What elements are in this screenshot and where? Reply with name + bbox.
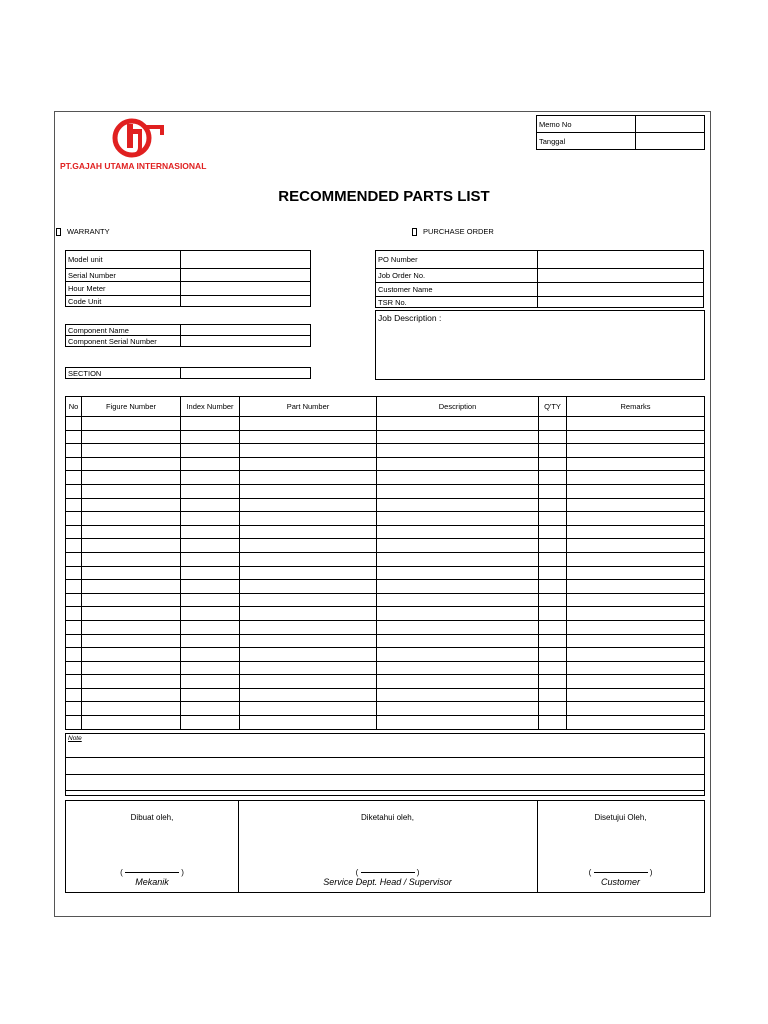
parts-table bbox=[65, 396, 705, 730]
table-cell[interactable] bbox=[240, 648, 377, 662]
hour-meter-value[interactable] bbox=[181, 282, 311, 296]
job-description-box[interactable] bbox=[375, 310, 705, 380]
table-cell[interactable] bbox=[567, 498, 705, 512]
table-cell[interactable] bbox=[567, 620, 705, 634]
memo-table bbox=[536, 115, 705, 150]
table-cell[interactable] bbox=[377, 430, 539, 444]
signature-role: Customer bbox=[600, 877, 640, 887]
table-cell[interactable] bbox=[539, 566, 567, 580]
table-cell[interactable] bbox=[539, 675, 567, 689]
table-cell[interactable] bbox=[240, 430, 377, 444]
table-cell[interactable] bbox=[66, 539, 82, 553]
table-cell[interactable] bbox=[181, 484, 240, 498]
col-qty: Q'TY bbox=[539, 397, 567, 417]
table-cell[interactable] bbox=[539, 484, 567, 498]
tanggal-value[interactable] bbox=[636, 133, 705, 150]
section-value[interactable] bbox=[181, 368, 311, 379]
table-cell[interactable] bbox=[66, 471, 82, 485]
table-cell[interactable] bbox=[66, 688, 82, 702]
table-cell[interactable] bbox=[66, 457, 82, 471]
col-index-number: Index Number bbox=[181, 397, 240, 417]
table-cell[interactable] bbox=[567, 675, 705, 689]
table-cell[interactable] bbox=[82, 688, 181, 702]
component-serial-label: Component Serial Number bbox=[66, 336, 181, 347]
memo-no-value[interactable] bbox=[636, 116, 705, 133]
table-cell[interactable] bbox=[240, 593, 377, 607]
table-cell[interactable] bbox=[82, 580, 181, 594]
warranty-option[interactable] bbox=[56, 227, 110, 237]
table-cell[interactable] bbox=[377, 484, 539, 498]
signature-role: Service Dept. Head / Supervisor bbox=[323, 877, 452, 887]
table-cell[interactable] bbox=[82, 457, 181, 471]
col-no: No bbox=[66, 397, 82, 417]
table-cell[interactable] bbox=[181, 471, 240, 485]
table-cell[interactable] bbox=[567, 566, 705, 580]
table-cell[interactable] bbox=[240, 417, 377, 431]
table-cell[interactable] bbox=[181, 417, 240, 431]
table-cell[interactable] bbox=[539, 552, 567, 566]
table-cell[interactable] bbox=[567, 661, 705, 675]
table-row bbox=[66, 566, 705, 580]
table-cell[interactable] bbox=[66, 444, 82, 458]
table-cell[interactable] bbox=[377, 675, 539, 689]
table-cell[interactable] bbox=[82, 552, 181, 566]
unit-info-table bbox=[65, 250, 311, 307]
table-cell[interactable] bbox=[240, 716, 377, 730]
serial-number-value[interactable] bbox=[181, 269, 311, 282]
table-cell[interactable] bbox=[66, 634, 82, 648]
table-cell[interactable] bbox=[82, 675, 181, 689]
job-description-label: Job Description : bbox=[378, 313, 442, 323]
table-cell[interactable] bbox=[82, 539, 181, 553]
table-cell[interactable] bbox=[377, 457, 539, 471]
table-row bbox=[66, 457, 705, 471]
table-cell[interactable] bbox=[82, 702, 181, 716]
table-cell[interactable] bbox=[82, 607, 181, 621]
tsr-no-value[interactable] bbox=[538, 297, 704, 308]
table-cell[interactable] bbox=[377, 498, 539, 512]
table-cell[interactable] bbox=[567, 430, 705, 444]
table-cell[interactable] bbox=[240, 607, 377, 621]
signature-maker[interactable] bbox=[66, 801, 238, 887]
table-cell[interactable] bbox=[567, 552, 705, 566]
table-row bbox=[66, 539, 705, 553]
signature-line: ( ) bbox=[588, 868, 653, 877]
table-cell[interactable] bbox=[181, 648, 240, 662]
table-row bbox=[66, 484, 705, 498]
table-cell[interactable] bbox=[66, 566, 82, 580]
table-cell[interactable] bbox=[240, 634, 377, 648]
table-cell[interactable] bbox=[377, 552, 539, 566]
table-cell[interactable] bbox=[539, 580, 567, 594]
signature-block bbox=[65, 800, 705, 893]
table-row bbox=[66, 593, 705, 607]
note-box[interactable] bbox=[65, 733, 705, 796]
note-line bbox=[66, 790, 704, 791]
table-cell[interactable] bbox=[240, 539, 377, 553]
table-cell[interactable] bbox=[181, 457, 240, 471]
table-cell[interactable] bbox=[66, 580, 82, 594]
table-cell[interactable] bbox=[181, 552, 240, 566]
table-cell[interactable] bbox=[181, 512, 240, 526]
table-cell[interactable] bbox=[567, 512, 705, 526]
table-cell[interactable] bbox=[82, 661, 181, 675]
model-unit-label: Model unit bbox=[66, 251, 181, 269]
job-order-value[interactable] bbox=[538, 269, 704, 283]
signature-heading: Dibuat oleh, bbox=[130, 813, 174, 822]
table-cell[interactable] bbox=[567, 444, 705, 458]
signature-acknowledger[interactable] bbox=[238, 801, 537, 887]
table-cell[interactable] bbox=[377, 566, 539, 580]
warranty-label: WARRANTY bbox=[67, 227, 110, 236]
job-order-label: Job Order No. bbox=[376, 269, 538, 283]
table-cell[interactable] bbox=[539, 430, 567, 444]
table-row bbox=[66, 702, 705, 716]
table-cell[interactable] bbox=[66, 512, 82, 526]
serial-number-label: Serial Number bbox=[66, 269, 181, 282]
table-cell[interactable] bbox=[377, 512, 539, 526]
table-cell[interactable] bbox=[181, 688, 240, 702]
table-cell[interactable] bbox=[181, 430, 240, 444]
table-cell[interactable] bbox=[567, 688, 705, 702]
table-cell[interactable] bbox=[82, 648, 181, 662]
table-cell[interactable] bbox=[240, 444, 377, 458]
table-cell[interactable] bbox=[82, 716, 181, 730]
company-name: PT.GAJAH UTAMA INTERNASIONAL bbox=[60, 161, 207, 171]
table-cell[interactable] bbox=[240, 457, 377, 471]
component-name-value[interactable] bbox=[181, 325, 311, 336]
table-cell[interactable] bbox=[567, 634, 705, 648]
table-cell[interactable] bbox=[539, 593, 567, 607]
table-cell[interactable] bbox=[377, 620, 539, 634]
table-cell[interactable] bbox=[240, 498, 377, 512]
po-number-label: PO Number bbox=[376, 251, 538, 269]
table-row bbox=[66, 417, 705, 431]
table-row bbox=[66, 552, 705, 566]
table-cell[interactable] bbox=[240, 702, 377, 716]
table-row bbox=[66, 471, 705, 485]
table-cell[interactable] bbox=[82, 484, 181, 498]
order-info-table bbox=[375, 250, 704, 308]
table-cell[interactable] bbox=[567, 702, 705, 716]
table-cell[interactable] bbox=[181, 607, 240, 621]
table-cell[interactable] bbox=[66, 525, 82, 539]
table-cell[interactable] bbox=[377, 539, 539, 553]
warranty-checkbox[interactable] bbox=[56, 228, 61, 236]
table-cell[interactable] bbox=[66, 552, 82, 566]
table-cell[interactable] bbox=[567, 417, 705, 431]
table-cell[interactable] bbox=[82, 498, 181, 512]
signature-role: Mekanik bbox=[135, 877, 169, 887]
table-cell[interactable] bbox=[240, 620, 377, 634]
tanggal-label: Tanggal bbox=[537, 133, 636, 150]
table-cell[interactable] bbox=[240, 580, 377, 594]
table-cell[interactable] bbox=[66, 417, 82, 431]
component-name-label: Component Name bbox=[66, 325, 181, 336]
table-cell[interactable] bbox=[567, 539, 705, 553]
table-cell[interactable] bbox=[567, 607, 705, 621]
note-label: Note bbox=[68, 735, 82, 742]
signature-line: ( ) bbox=[120, 868, 184, 877]
table-cell[interactable] bbox=[82, 430, 181, 444]
purchase-order-option[interactable] bbox=[412, 227, 494, 237]
customer-name-label: Customer Name bbox=[376, 283, 538, 297]
table-cell[interactable] bbox=[539, 512, 567, 526]
table-cell[interactable] bbox=[539, 471, 567, 485]
table-cell[interactable] bbox=[66, 620, 82, 634]
table-row bbox=[66, 498, 705, 512]
parts-table-header bbox=[66, 397, 705, 417]
table-cell[interactable] bbox=[181, 444, 240, 458]
table-cell[interactable] bbox=[181, 661, 240, 675]
table-cell[interactable] bbox=[66, 498, 82, 512]
table-cell[interactable] bbox=[240, 484, 377, 498]
table-cell[interactable] bbox=[66, 648, 82, 662]
component-serial-value[interactable] bbox=[181, 336, 311, 347]
table-cell[interactable] bbox=[240, 471, 377, 485]
col-description: Description bbox=[377, 397, 539, 417]
table-cell[interactable] bbox=[539, 525, 567, 539]
table-row bbox=[66, 525, 705, 539]
table-cell[interactable] bbox=[377, 580, 539, 594]
table-cell[interactable] bbox=[66, 484, 82, 498]
table-cell[interactable] bbox=[66, 702, 82, 716]
table-cell[interactable] bbox=[181, 675, 240, 689]
signature-heading: Disetujui Oleh, bbox=[594, 813, 647, 822]
table-cell[interactable] bbox=[82, 620, 181, 634]
note-line bbox=[66, 774, 704, 775]
table-cell[interactable] bbox=[66, 430, 82, 444]
table-cell[interactable] bbox=[377, 417, 539, 431]
col-figure-number: Figure Number bbox=[82, 397, 181, 417]
table-cell[interactable] bbox=[181, 498, 240, 512]
signature-approver[interactable] bbox=[537, 801, 704, 887]
table-cell[interactable] bbox=[82, 444, 181, 458]
table-cell[interactable] bbox=[240, 661, 377, 675]
table-cell[interactable] bbox=[82, 634, 181, 648]
hour-meter-label: Hour Meter bbox=[66, 282, 181, 296]
table-cell[interactable] bbox=[539, 444, 567, 458]
table-cell[interactable] bbox=[240, 688, 377, 702]
table-cell[interactable] bbox=[539, 716, 567, 730]
purchase-order-label: PURCHASE ORDER bbox=[423, 227, 494, 236]
table-cell[interactable] bbox=[567, 471, 705, 485]
table-cell[interactable] bbox=[66, 607, 82, 621]
table-cell[interactable] bbox=[181, 566, 240, 580]
table-cell[interactable] bbox=[66, 675, 82, 689]
table-cell[interactable] bbox=[377, 688, 539, 702]
parts-table-body bbox=[66, 417, 705, 730]
col-part-number: Part Number bbox=[240, 397, 377, 417]
table-cell[interactable] bbox=[377, 634, 539, 648]
table-row bbox=[66, 648, 705, 662]
table-row bbox=[66, 716, 705, 730]
table-cell[interactable] bbox=[181, 593, 240, 607]
table-cell[interactable] bbox=[377, 593, 539, 607]
table-cell[interactable] bbox=[567, 457, 705, 471]
table-cell[interactable] bbox=[377, 702, 539, 716]
table-cell[interactable] bbox=[181, 539, 240, 553]
table-cell[interactable] bbox=[567, 593, 705, 607]
table-cell[interactable] bbox=[539, 702, 567, 716]
table-cell[interactable] bbox=[539, 648, 567, 662]
table-cell[interactable] bbox=[539, 634, 567, 648]
table-cell[interactable] bbox=[539, 539, 567, 553]
table-cell[interactable] bbox=[181, 620, 240, 634]
table-cell[interactable] bbox=[567, 525, 705, 539]
table-cell[interactable] bbox=[377, 525, 539, 539]
col-remarks: Remarks bbox=[567, 397, 705, 417]
table-cell[interactable] bbox=[539, 661, 567, 675]
component-table bbox=[65, 324, 311, 347]
code-unit-value[interactable] bbox=[181, 296, 311, 307]
table-cell[interactable] bbox=[82, 525, 181, 539]
purchase-order-checkbox[interactable] bbox=[412, 228, 417, 236]
table-row bbox=[66, 620, 705, 634]
table-cell[interactable] bbox=[66, 716, 82, 730]
table-cell[interactable] bbox=[377, 444, 539, 458]
table-cell[interactable] bbox=[539, 498, 567, 512]
table-cell[interactable] bbox=[539, 620, 567, 634]
section-table bbox=[65, 367, 311, 379]
table-cell[interactable] bbox=[567, 484, 705, 498]
table-cell[interactable] bbox=[377, 661, 539, 675]
table-cell[interactable] bbox=[377, 716, 539, 730]
table-cell[interactable] bbox=[181, 634, 240, 648]
table-row bbox=[66, 675, 705, 689]
table-cell[interactable] bbox=[567, 580, 705, 594]
table-cell[interactable] bbox=[82, 417, 181, 431]
table-cell[interactable] bbox=[66, 661, 82, 675]
table-cell[interactable] bbox=[181, 525, 240, 539]
table-cell[interactable] bbox=[181, 580, 240, 594]
note-line bbox=[66, 757, 704, 758]
table-row bbox=[66, 607, 705, 621]
table-cell[interactable] bbox=[539, 417, 567, 431]
page-title: RECOMMENDED PARTS LIST bbox=[278, 188, 490, 205]
table-cell[interactable] bbox=[539, 607, 567, 621]
table-row bbox=[66, 444, 705, 458]
table-cell[interactable] bbox=[539, 688, 567, 702]
model-unit-value[interactable] bbox=[181, 251, 311, 269]
table-row bbox=[66, 512, 705, 526]
table-cell[interactable] bbox=[240, 512, 377, 526]
table-cell[interactable] bbox=[377, 471, 539, 485]
table-cell[interactable] bbox=[82, 593, 181, 607]
table-row bbox=[66, 688, 705, 702]
table-cell[interactable] bbox=[82, 512, 181, 526]
company-logo bbox=[110, 117, 168, 163]
table-row bbox=[66, 580, 705, 594]
table-cell[interactable] bbox=[82, 471, 181, 485]
customer-name-value[interactable] bbox=[538, 283, 704, 297]
table-row bbox=[66, 661, 705, 675]
table-cell[interactable] bbox=[240, 566, 377, 580]
signature-heading: Diketahui oleh, bbox=[361, 813, 414, 822]
table-cell[interactable] bbox=[377, 607, 539, 621]
table-cell[interactable] bbox=[567, 716, 705, 730]
table-row bbox=[66, 634, 705, 648]
table-cell[interactable] bbox=[181, 716, 240, 730]
table-cell[interactable] bbox=[240, 675, 377, 689]
table-cell[interactable] bbox=[539, 457, 567, 471]
table-cell[interactable] bbox=[377, 648, 539, 662]
signature-line: ( ) bbox=[355, 868, 420, 877]
table-row bbox=[66, 430, 705, 444]
table-cell[interactable] bbox=[567, 648, 705, 662]
table-cell[interactable] bbox=[82, 566, 181, 580]
table-cell[interactable] bbox=[240, 525, 377, 539]
code-unit-label: Code Unit bbox=[66, 296, 181, 307]
table-cell[interactable] bbox=[181, 702, 240, 716]
table-cell[interactable] bbox=[66, 593, 82, 607]
section-label: SECTION bbox=[66, 368, 181, 379]
memo-no-label: Memo No bbox=[537, 116, 636, 133]
table-cell[interactable] bbox=[240, 552, 377, 566]
tsr-no-label: TSR No. bbox=[376, 297, 538, 308]
po-number-value[interactable] bbox=[538, 251, 704, 269]
